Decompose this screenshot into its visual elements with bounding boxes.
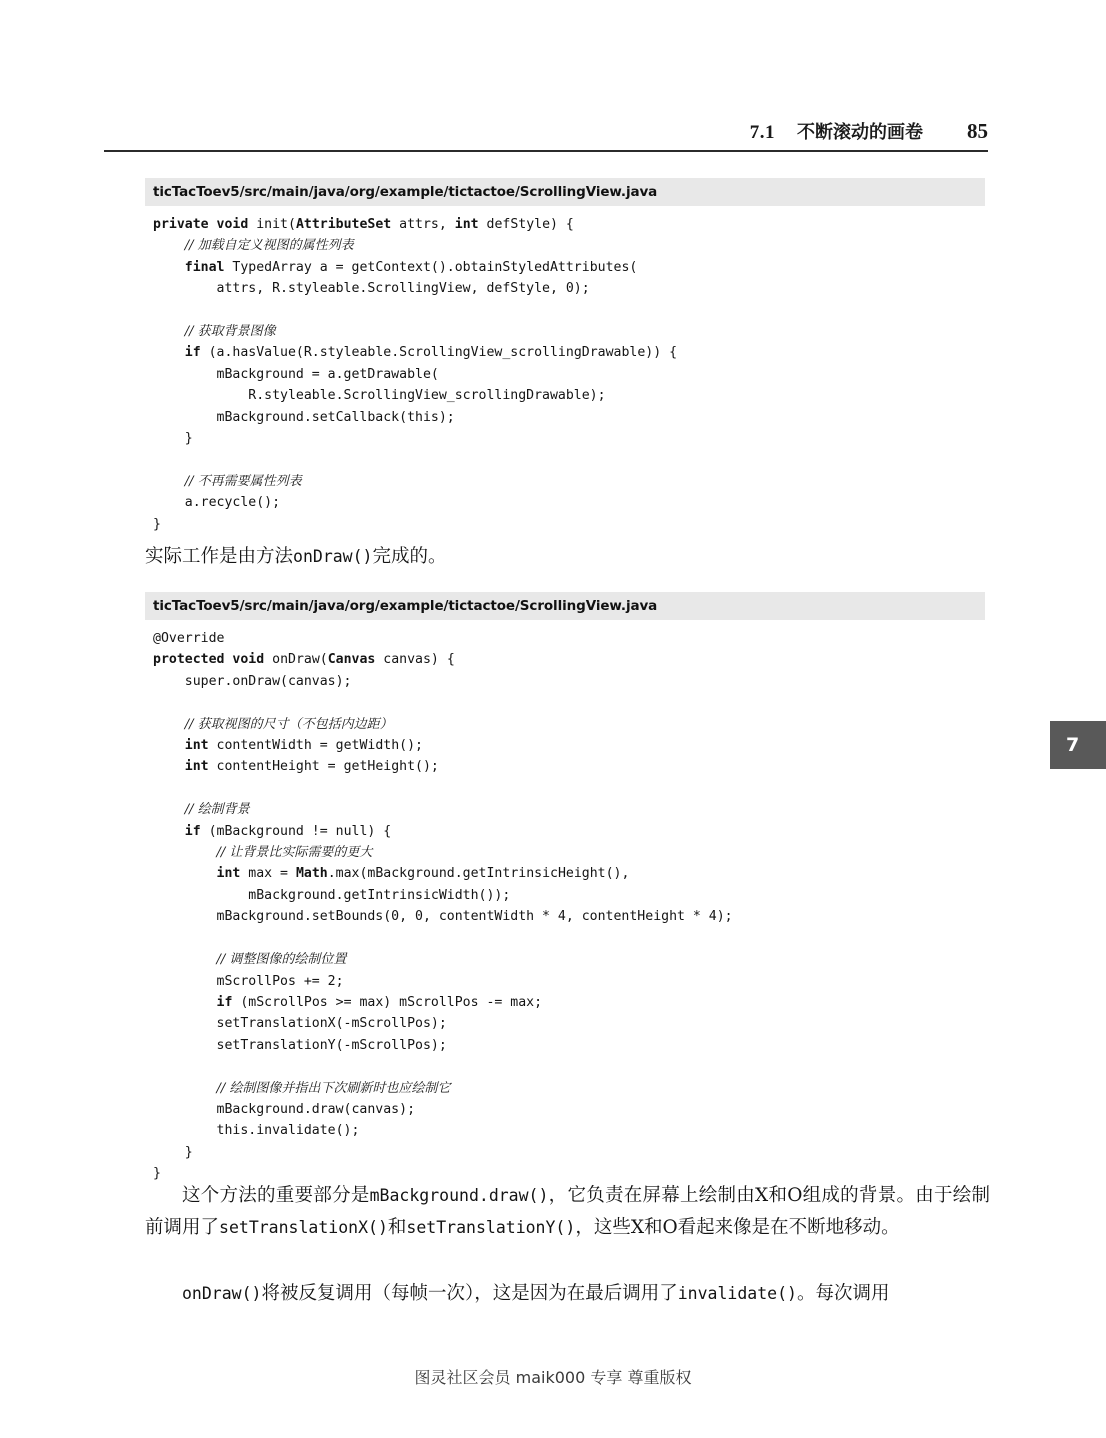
code-block-init (145, 178, 985, 535)
paragraph-intro-ondraw: 实际工作是由方法onDraw()完成的。 (145, 546, 447, 567)
chapter-tab-label: 7 (1066, 734, 1080, 756)
page-header (104, 118, 988, 144)
header-section-title: 不断滚动的画卷 (797, 122, 923, 143)
paragraph-invalidate: onDraw()将被反复调用（每帧一次），这是因为在最后调用了invalidate()。每次调用 (182, 1283, 890, 1304)
paragraph-explanation: 这个方法的重要部分是mBackground.draw()，它负责在屏幕上绘制由X和O组成的背景。由于绘制前调用了setTranslationX()和setTranslationY()，这些X和O看起来像是在不断地移动。 (145, 1185, 990, 1238)
code-caption: ticTacToev5/src/main/java/org/example/tictactoe/ScrollingView.java (145, 592, 985, 620)
chapter-tab (1050, 721, 1106, 769)
code-listing: @Override protected void onDraw(Canvas canvas) { super.onDraw(canvas); // 获取视图的尺寸（不包括内边距） int contentWidth = getWidth(); int contentHeight = getHeight(); // 绘制背景 if (mBackground != null) { // 让背景比实际需要的更大 int max = Math.max(mBackground.getIntrinsicHeight(), mBackground.getIntrinsicWidth()); mBackground.setBounds(0, 0, contentWidth * 4, contentHeight * 4); // 调整图像的绘制位置 mScrollPos += 2; if (mScrollPos >= max) mScrollPos -= max; setTranslationX(-mScrollPos); setTranslationY(-mScrollPos); // 绘制图像并指出下次刷新时也应绘制它 mBackground.draw(canvas); this.invalidate(); } } (153, 631, 733, 1182)
header-section-number: 7.1 (749, 122, 775, 143)
code-listing: private void init(AttributeSet attrs, int defStyle) { // 加载自定义视图的属性列表 final TypedArray a = getContext().obtainStyledAttributes( attrs, R.styleable.ScrollingView, defStyle, 0); // 获取背景图像 if (a.hasValue(R.styleable.ScrollingView_scrollingDrawable)) { mBackground = a.getDrawable( R.styleable.ScrollingView_scrollingDrawable); mBackground.setCallback(this); } // 不再需要属性列表 a.recycle(); } (153, 217, 678, 532)
code-block-ondraw (145, 592, 985, 1185)
header-page-number: 85 (967, 119, 988, 143)
code-caption: ticTacToev5/src/main/java/org/example/tictactoe/ScrollingView.java (145, 178, 985, 206)
header-divider (104, 150, 988, 152)
page-footer: 图灵社区会员 maik000 专享 尊重版权 (414, 1368, 692, 1387)
